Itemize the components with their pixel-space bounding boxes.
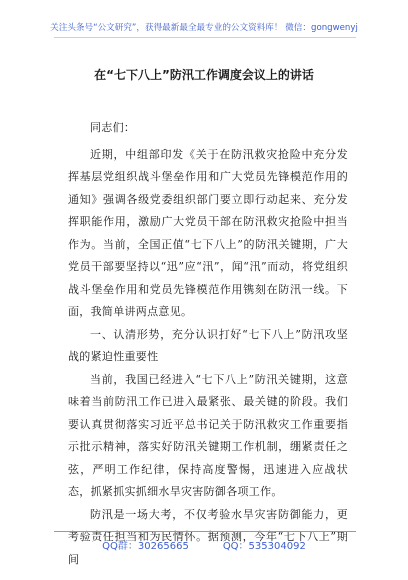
header-divider	[54, 37, 356, 38]
footer-qq: QQ：535304092	[222, 541, 306, 552]
footer	[0, 537, 408, 552]
paragraph-situation: 当前，我国已经进入“七下八上”防汛关键期，这意味着当前防汛工作已进入最紧张、最关键的阶段。我们要认真贯彻落实习近平总书记关于防汛救灾工作重要指示批示精神，落实好防汛关键期工作机制，绷紧责任之弦，严明工作纪律，保持高度警惕，迅速进入应战状态，抓紧抓实抓细水旱灾害防御各项工作。	[68, 372, 348, 498]
paragraph-intro: 近期，中组部印发《关于在防汛救灾抢险中充分发挥基层党组织战斗堡垒作用和广大党员先锋模范作用的通知》强调各级党委组织部门要立即行动起来、充分发挥职能作用，激励广大党员干部在防汛救灾抢险中担当作为。当前，全国正值“七下八上”的防汛关键期，广大党员干部要坚持以“迅”应“汛”，闻“汛”而动，将党组织战斗堡垒作用和党员先锋模范作用镌刻在防汛一线。下面，我简单讲两点意见。	[68, 147, 348, 318]
header-note: 关注头条号“公文研究”，获得最新最全最专业的公文资料库！ 微信：gongwenyj	[50, 23, 358, 33]
document-body	[68, 117, 348, 571]
salutation: 同志们：	[90, 121, 136, 134]
document-title: 在“七下八上”防汛工作调度会议上的讲话	[94, 68, 314, 82]
section-heading: 一、认清形势，充分认识打好“七下八上”防汛攻坚战的紧迫性重要性	[68, 327, 348, 363]
footer-divider	[54, 531, 356, 532]
footer-qq-group: QQ群：30265665	[102, 541, 189, 552]
paragraph-exam: 防汛是一场大考，不仅考验水旱灾害防御能力，更考验责任担当和为民情怀。据预测，今年“七下八上”期间	[68, 507, 348, 566]
